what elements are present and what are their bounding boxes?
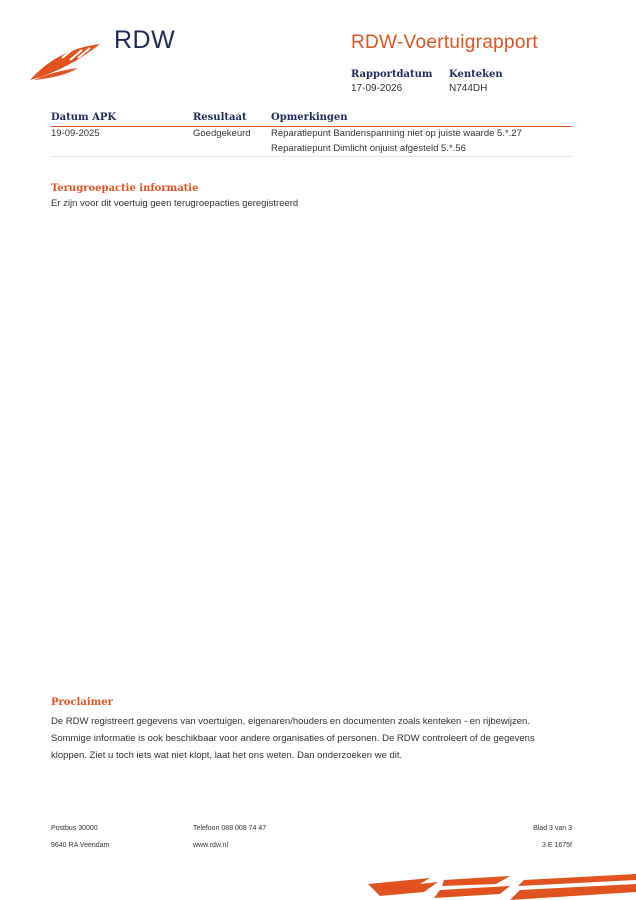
apk-result-header: Resultaat	[193, 112, 247, 123]
proclaimer-title: Proclaimer	[51, 697, 113, 708]
apk-row-remark: Reparatiepunt Dimlicht onjuist afgesteld 5.*.56	[271, 143, 466, 154]
footer-phone: Telefoon 088 008 74 47	[193, 825, 267, 832]
apk-row-remark: Reparatiepunt Bandenspanning niet op juiste waarde 5.*.27	[271, 128, 522, 139]
report-date-value: 17-09-2026	[351, 83, 403, 94]
apk-remarks-header: Opmerkingen	[271, 112, 348, 123]
footer-address-2: 9640 RA Veendam	[51, 842, 110, 849]
table-header-divider	[51, 126, 572, 127]
report-date-label: Rapportdatum	[351, 69, 433, 80]
table-row-divider	[51, 156, 572, 157]
brand-name: RDW	[114, 26, 176, 54]
footer-website[interactable]: www.rdw.nl	[193, 842, 229, 849]
footer-code: 3 E 1675f	[542, 842, 572, 849]
proclaimer-line: kloppen. Ziet u toch iets wat niet klopt, laat het ons weten. Dan onderzoeken we dit.	[51, 750, 403, 761]
apk-date-header: Datum APK	[51, 112, 117, 123]
plate-label: Kenteken	[449, 69, 503, 80]
report-title: RDW-Voertuigrapport	[351, 32, 538, 53]
proclaimer-text	[51, 713, 581, 764]
proclaimer-line: De RDW registreert gegevens van voertuigen, eigenaren/houders en documenten zoals kenteken - en rijbewijzen.	[51, 716, 530, 727]
footer-page: Blad 3 van 3	[533, 825, 572, 832]
recall-text: Er zijn voor dit voertuig geen terugroepacties geregistreerd	[51, 198, 299, 209]
rdw-logo	[28, 26, 178, 82]
apk-row-result: Goedgekeurd	[193, 128, 251, 139]
footer-address-1: Postbus 30000	[51, 825, 98, 832]
rdw-wing-logo-icon	[28, 40, 106, 82]
proclaimer-line: Sommige informatie is ook beschikbaar voor andere organisaties of personen. De RDW controleert of de gegevens	[51, 733, 535, 744]
decorative-stripes-icon	[360, 872, 636, 900]
plate-value: N744DH	[449, 83, 488, 94]
apk-row-date: 19-09-2025	[51, 128, 100, 139]
recall-title: Terugroepactie informatie	[51, 183, 199, 194]
